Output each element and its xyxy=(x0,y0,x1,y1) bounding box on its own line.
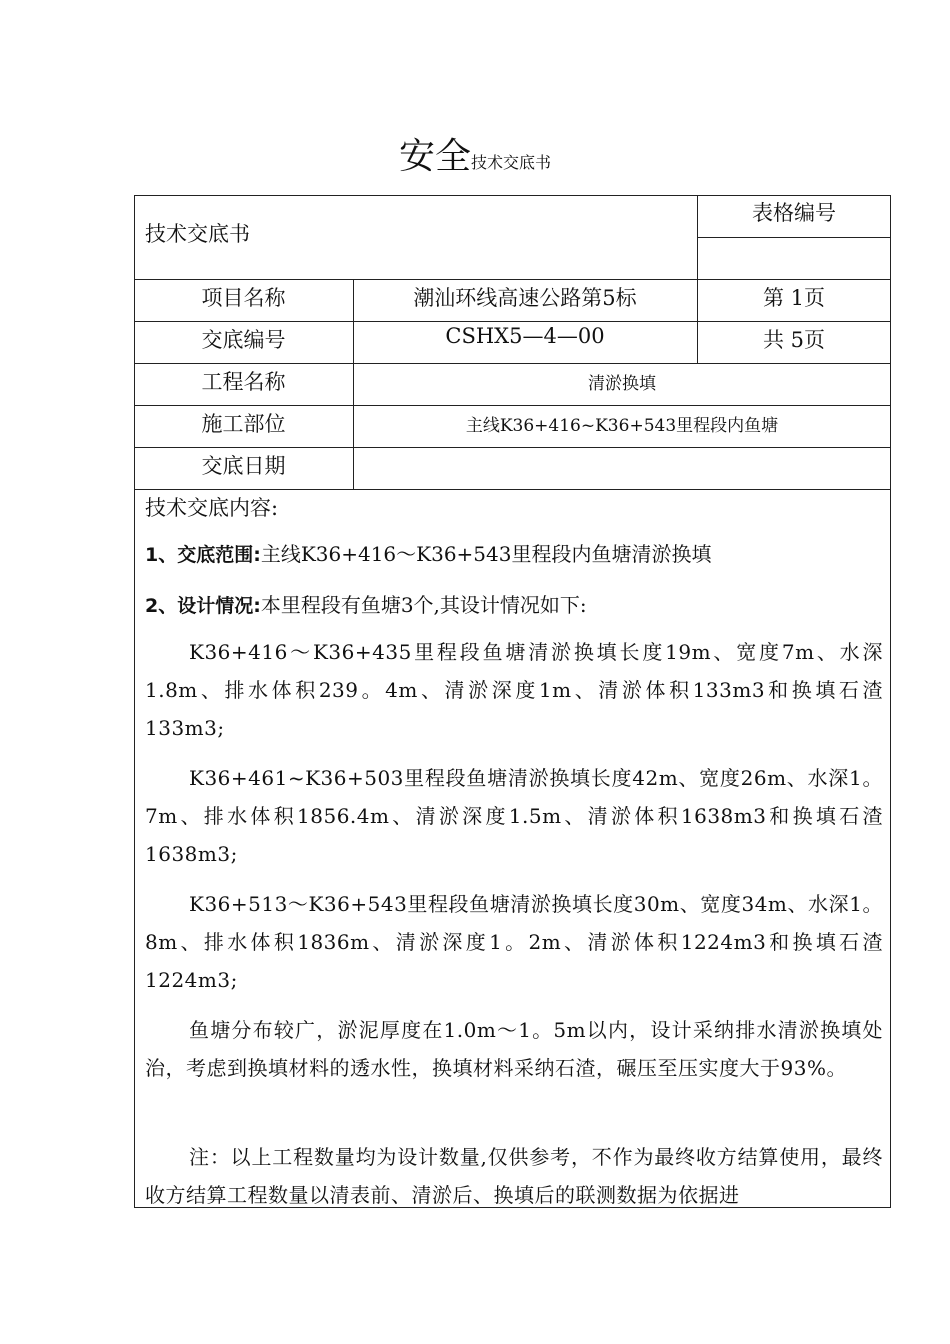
table-rule xyxy=(134,447,891,448)
table-rule xyxy=(134,489,891,490)
paragraph-pond-1: K36+416～K36+435里程段鱼塘清淤换填长度19m、宽度7m、水深1.8m、排水体积239。4m、清淤深度1m、清淤体积133m3和换填石渣133m3; xyxy=(145,640,883,740)
document-title-sub: 技术交底书 xyxy=(471,153,552,172)
section-scope-text: 主线K36+416～K36+543里程段内鱼塘清淤换填 xyxy=(260,542,712,566)
document-title xyxy=(0,128,950,179)
project-name-value: 潮汕环线高速公路第5标 xyxy=(413,286,637,310)
construction-location-value: 主线K36+416~K36+543里程段内鱼塘 xyxy=(465,416,779,436)
section-design xyxy=(145,589,883,618)
disclosure-number-value: CSHX5—4—00 xyxy=(445,324,605,348)
table-rule xyxy=(134,405,891,406)
work-name-label: 工程名称 xyxy=(201,370,286,394)
paragraph-pond-2: K36+461~K36+503里程段鱼塘清淤换填长度42m、宽度26m、水深1。7m、排水体积1856.4m、清淤深度1.5m、清淤体积1638m3和换填石渣1638m3; xyxy=(145,766,883,866)
page-total: 共 5页 xyxy=(762,328,826,352)
construction-location-label: 施工部位 xyxy=(201,412,286,436)
table-rule xyxy=(134,279,891,280)
table-rule xyxy=(134,321,891,322)
paragraph-note: 注：以上工程数量均为设计数量,仅供参考，不作为最终收方结算使用，最终收方结算工程数量以清表前、清淤后、换填后的联测数据为依据进 xyxy=(145,1145,883,1207)
disclosure-number-label: 交底编号 xyxy=(201,328,286,352)
paragraph-distribution: 鱼塘分布较广，淤泥厚度在1.0m～1。5m以内，设计采纳排水清淤换填处治，考虑到换填材料的透水性，换填材料采纳石渣，碾压至压实度大于93%。 xyxy=(145,1018,883,1080)
work-name-value: 清淤换填 xyxy=(588,374,656,394)
document-title-main: 安全 xyxy=(398,136,471,177)
section-design-text: 本里程段有鱼塘3个,其设计情况如下: xyxy=(260,593,587,617)
section-scope-label: 1、交底范围: xyxy=(145,544,261,566)
project-name-label: 项目名称 xyxy=(201,286,286,310)
table-header-label: 技术交底书 xyxy=(145,222,250,246)
content-heading: 技术交底内容: xyxy=(145,496,279,520)
table-rule xyxy=(697,237,891,238)
page-number: 第 1页 xyxy=(762,286,826,310)
section-design-label: 2、设计情况: xyxy=(145,595,261,617)
form-number-label: 表格编号 xyxy=(752,201,836,225)
disclosure-date-label: 交底日期 xyxy=(201,454,286,478)
table-rule xyxy=(134,363,891,364)
paragraph-pond-3: K36+513～K36+543里程段鱼塘清淤换填长度30m、宽度34m、水深1。8m、排水体积1836m、清淤深度1。2m、清淤体积1224m3和换填石渣1224m3; xyxy=(145,892,883,992)
section-scope xyxy=(145,538,883,567)
